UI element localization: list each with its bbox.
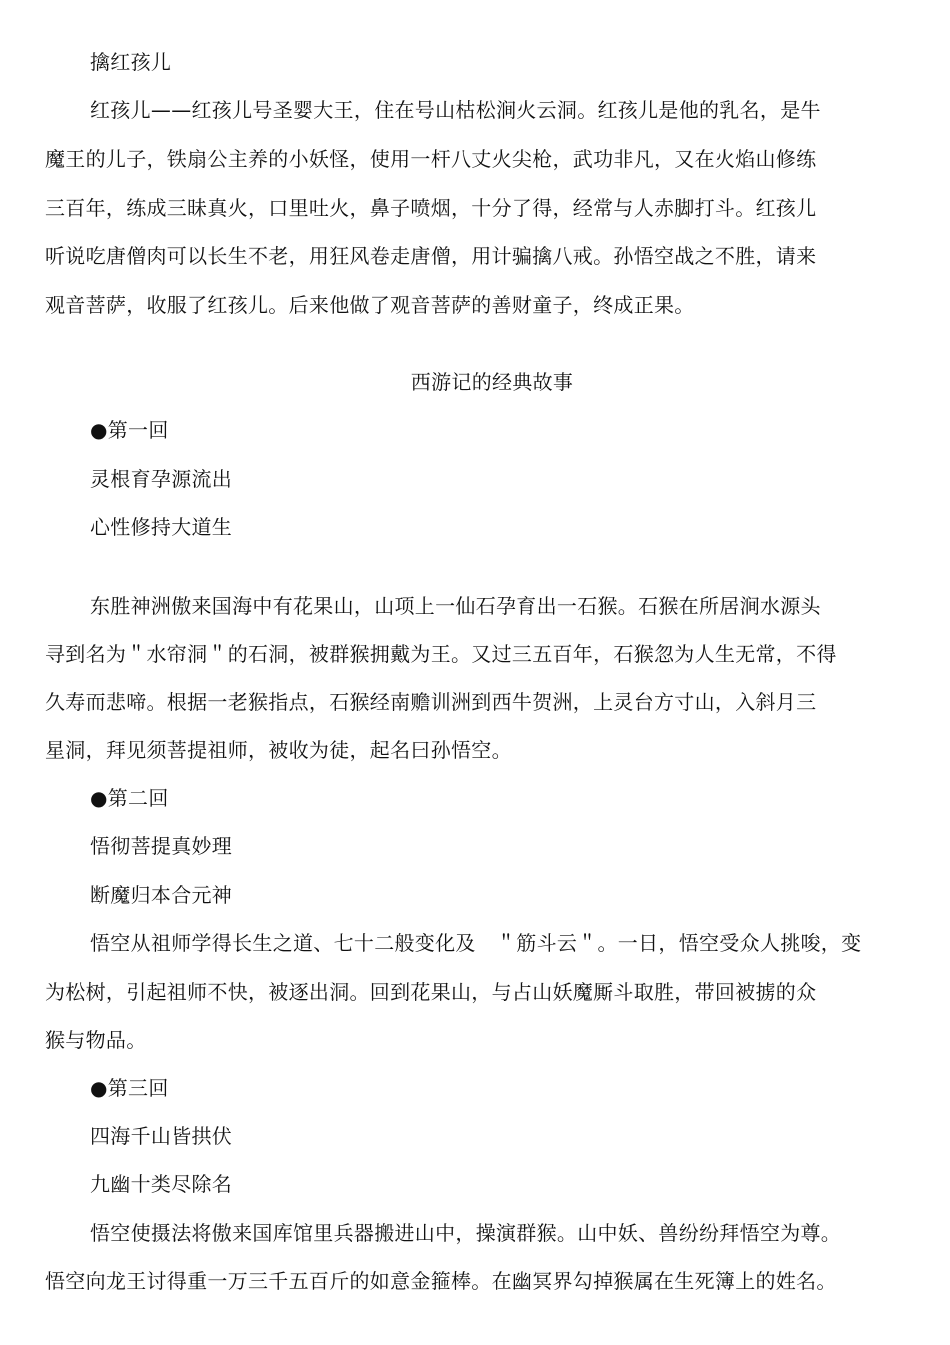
paragraph-line: 东胜神洲傲来国海中有花果山，山项上一仙石孕育出一石猴。石猴在所居涧水源头 <box>90 594 821 618</box>
paragraph-line: 寻到名为＂水帘洞＂的石洞，被群猴拥戴为王。又过三五百年，石猴忽为人生无常，不得 <box>45 642 837 666</box>
paragraph-line: 悟空从祖师学得长生之道、七十二般变化及 ＂筋斗云＂。一日，悟空受众人挑唆，变 <box>90 931 862 955</box>
paragraph-line: 猴与物品。 <box>45 1028 147 1052</box>
chapter-label: ●第一回 <box>90 418 169 442</box>
chapter-label: ●第二回 <box>90 786 169 810</box>
paragraph-line: 观音菩萨，收服了红孩儿。后来他做了观音菩萨的善财童子，终成正果。 <box>45 293 695 317</box>
chapter-subtitle: 灵根育孕源流出 <box>90 467 233 491</box>
paragraph-line: 星洞，拜见须菩提祖师，被收为徒，起名曰孙悟空。 <box>45 738 512 762</box>
paragraph-line: 红孩儿——红孩儿号圣婴大王，住在号山枯松涧火云洞。红孩儿是他的乳名，是牛 <box>90 98 821 122</box>
chapter-subtitle: 四海千山皆拱伏 <box>90 1124 233 1148</box>
paragraph-line: 悟空向龙王讨得重一万三千五百斤的如意金箍棒。在幽冥界勾掉猴属在生死簿上的姓名。 <box>45 1269 837 1293</box>
chapter-label: ●第三回 <box>90 1076 169 1100</box>
paragraph-line: 听说吃唐僧肉可以长生不老，用狂风卷走唐僧，用计骗擒八戒。孙悟空战之不胜，请来 <box>45 244 817 268</box>
paragraph-line: 为松树，引起祖师不快，被逐出洞。回到花果山，与占山妖魔厮斗取胜，带回被掳的众 <box>45 980 817 1004</box>
chapter-subtitle: 断魔归本合元神 <box>90 883 233 907</box>
paragraph-line: 魔王的儿子，铁扇公主养的小妖怪，使用一杆八丈火尖枪，武功非凡，又在火焰山修练 <box>45 147 817 171</box>
chapter-subtitle: 九幽十类尽除名 <box>90 1172 233 1196</box>
chapter-subtitle: 心性修持大道生 <box>90 515 233 539</box>
chapter-subtitle: 悟彻菩提真妙理 <box>90 834 233 858</box>
paragraph-line: 悟空使摄法将傲来国库馆里兵器搬进山中，操演群猴。山中妖、兽纷纷拜悟空为尊。 <box>90 1221 842 1245</box>
page-title: 西游记的经典故事 <box>410 370 574 394</box>
section-heading: 擒红孩儿 <box>90 50 172 74</box>
paragraph-line: 久寿而悲啼。根据一老猴指点，石猴经南赡训洲到西牛贺洲，上灵台方寸山，入斜月三 <box>45 690 817 714</box>
paragraph-line: 三百年，练成三昧真火，口里吐火，鼻子喷烟，十分了得，经常与人赤脚打斗。红孩儿 <box>45 196 817 220</box>
